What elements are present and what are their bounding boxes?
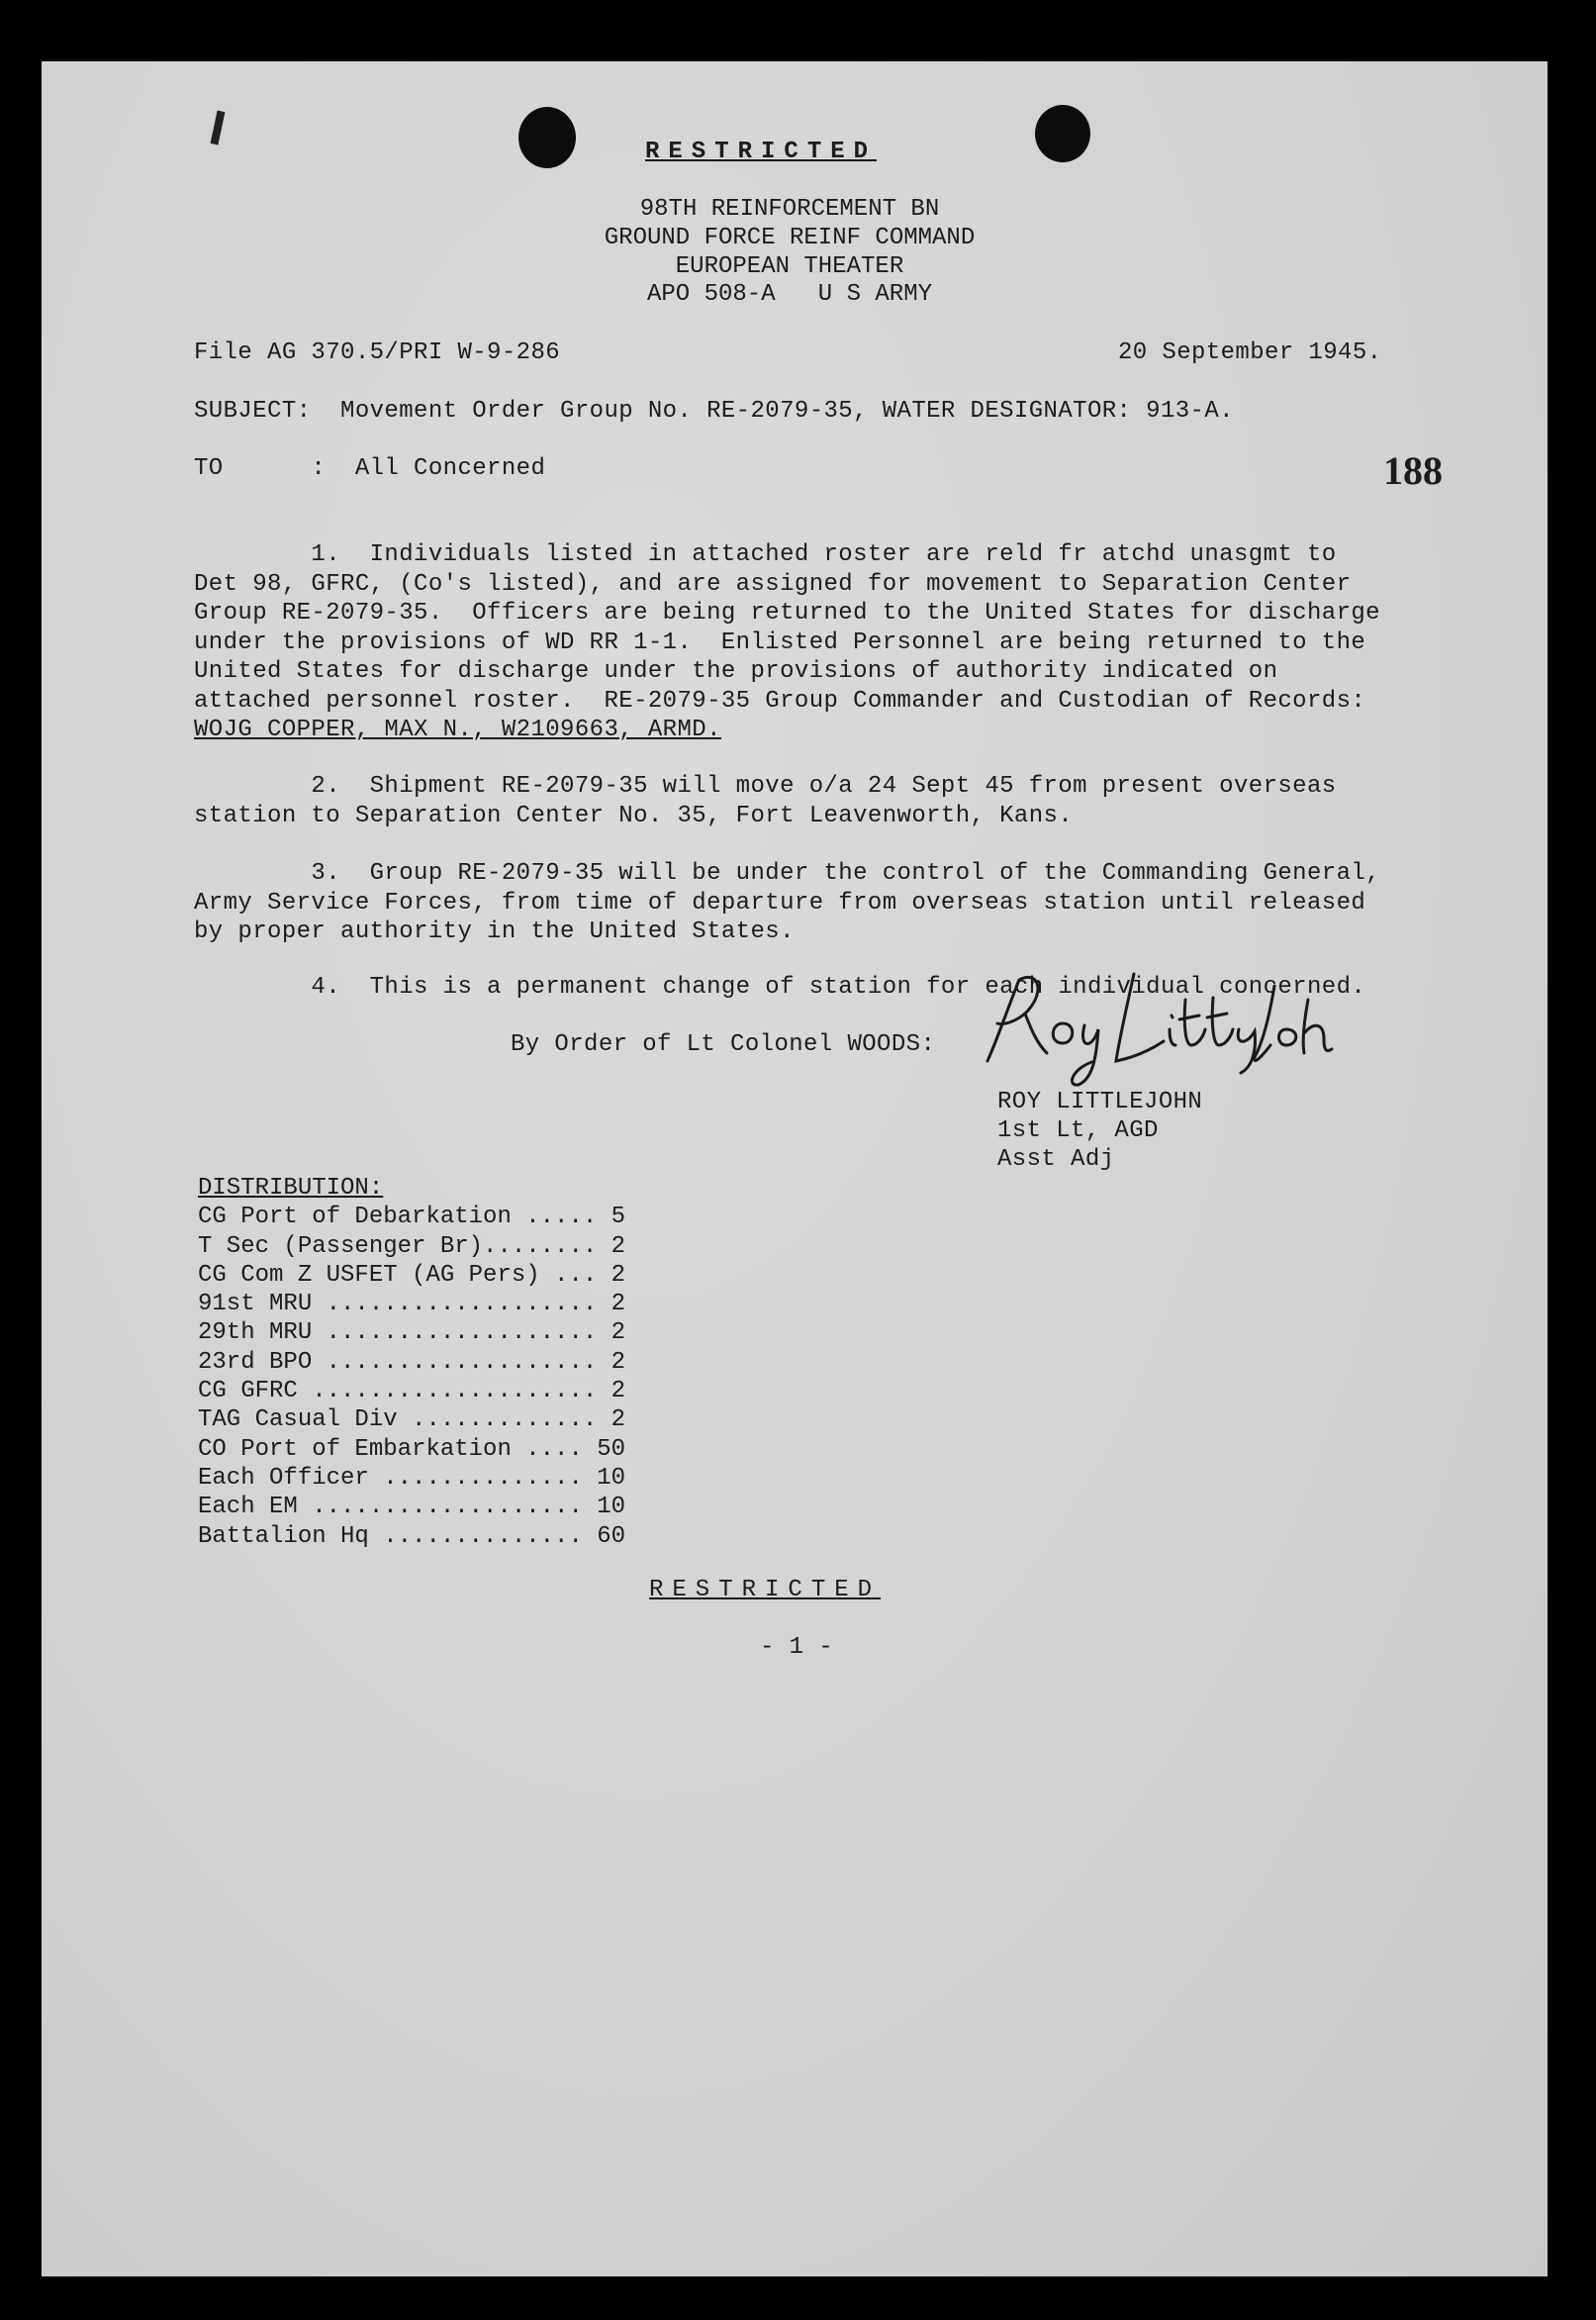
- punch-hole-left: [518, 107, 576, 168]
- list-item: TAG Casual Div ............. 2: [198, 1406, 626, 1434]
- document-page: [42, 61, 1548, 2276]
- list-item: CO Port of Embarkation .... 50: [198, 1435, 626, 1463]
- by-order-line: By Order of Lt Colonel WOODS:: [511, 1031, 936, 1058]
- paragraph-4: 4. This is a permanent change of station for each individual concerned.: [194, 974, 1366, 1001]
- distribution-heading: DISTRIBUTION:: [198, 1175, 384, 1202]
- list-item: CG GFRC .................... 2: [198, 1378, 626, 1405]
- unit-line-1: 98TH REINFORCEMENT BN: [639, 196, 940, 223]
- page-stamp-number: 188: [1383, 448, 1443, 493]
- list-item: CG Com Z USFET (AG Pers) ... 2: [198, 1261, 626, 1289]
- to-line: TO : All Concerned: [194, 455, 546, 482]
- signer-name: ROY LITTLEJOHN: [997, 1089, 1203, 1115]
- list-item: 23rd BPO ................... 2: [198, 1348, 626, 1376]
- subject-line: SUBJECT: Movement Order Group No. RE-2079-35, WATER DESIGNATOR: 913-A.: [194, 398, 1234, 425]
- list-item: Each Officer .............. 10: [198, 1464, 626, 1492]
- document-date: 20 September 1945.: [1118, 339, 1382, 366]
- signer-rank: 1st Lt, AGD: [997, 1117, 1159, 1144]
- punch-hole-right: [1035, 105, 1090, 162]
- staple-mark: [211, 111, 226, 145]
- unit-line-3: EUROPEAN THEATER: [675, 253, 904, 280]
- signer-title: Asst Adj: [997, 1146, 1115, 1173]
- distribution-list: [198, 1174, 625, 1551]
- list-item: 91st MRU ................... 2: [198, 1291, 626, 1318]
- restricted-footer: RESTRICTED: [649, 1577, 882, 1603]
- list-item: T Sec (Passenger Br)........ 2: [198, 1232, 626, 1260]
- list-item: Battalion Hq .............. 60: [198, 1522, 626, 1550]
- file-reference: File AG 370.5/PRI W-9-286: [194, 339, 561, 366]
- restricted-header: RESTRICTED: [645, 139, 878, 165]
- handwritten-signature: [968, 950, 1363, 1089]
- paragraph-3: 3. Group RE-2079-35 will be under the control of the Commanding General, Army Service Forces, from time of departure from overseas station until released by proper authority in the United States.: [194, 860, 1380, 945]
- unit-line-2: GROUND FORCE REINF COMMAND: [604, 225, 976, 251]
- paragraph-2: 2. Shipment RE-2079-35 will move o/a 24 Sept 45 from present overseas station to Separation Center No. 35, Fort Leavenworth, Kans.: [194, 773, 1337, 829]
- list-item: Each EM ................... 10: [198, 1494, 626, 1521]
- list-item: 29th MRU ................... 2: [198, 1319, 626, 1347]
- unit-line-4: APO 508-A U S ARMY: [646, 281, 933, 308]
- page-number: - 1 -: [760, 1634, 834, 1661]
- paragraph-1: 1. Individuals listed in attached roster are reld fr atchd unasgmt to Det 98, GFRC, (Co's listed), and are assigned for movement to Separation Center Group RE-2079-35. Officers are being returned to the United States for discharge under the provisions of WD RR 1-1. Enlisted Personnel are being returned to the United States for discharge under the provisions of authority indicated on attached personnel roster. RE-2079-35 Group Commander and Custodian of Records:: [194, 541, 1380, 715]
- custodian-name: WOJG COPPER, MAX N., W2109663, ARMD.: [194, 717, 721, 743]
- list-item: CG Port of Debarkation ..... 5: [198, 1204, 626, 1231]
